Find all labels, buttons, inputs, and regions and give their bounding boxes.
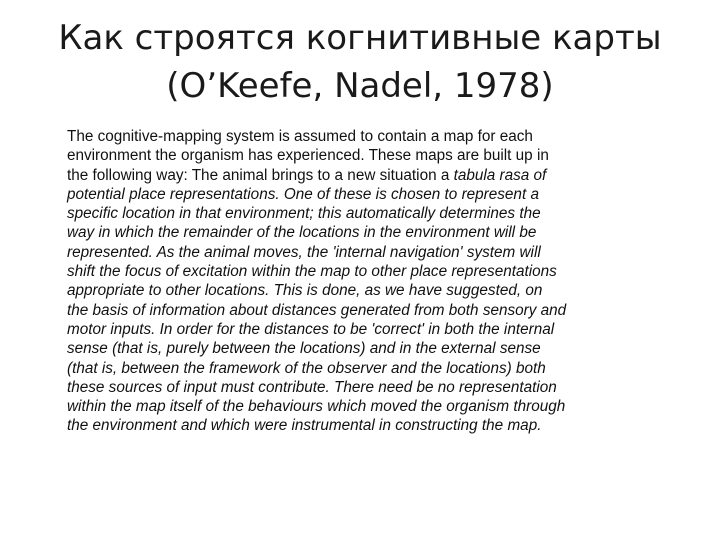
italic-text: the environment and which were instrumental in constructing the map. bbox=[67, 417, 542, 435]
italic-text: specific location in that environment; this automatically determines the bbox=[67, 205, 541, 223]
italic-text: shift the focus of excitation within the map to other place representations bbox=[67, 263, 557, 281]
title-line-1: Как строятся когнитивные карты bbox=[58, 18, 662, 58]
title-line-2: (O’Keefe, Nadel, 1978) bbox=[166, 66, 554, 106]
paragraph-line bbox=[67, 281, 667, 300]
paragraph-line bbox=[67, 146, 667, 165]
paragraph-line bbox=[67, 262, 667, 281]
paragraph-line bbox=[67, 397, 667, 416]
italic-text: motor inputs. In order for the distances to be 'correct' in both the internal bbox=[67, 320, 555, 338]
paragraph-line bbox=[67, 204, 667, 223]
paragraph-line bbox=[67, 243, 667, 262]
italic-text: (that is, between the framework of the observer and the locations) both bbox=[67, 359, 546, 377]
paragraph-line bbox=[67, 166, 667, 185]
italic-text: appropriate to other locations. This is done, as we have suggested, on bbox=[67, 282, 543, 300]
paragraph-line bbox=[67, 416, 667, 435]
paragraph-line bbox=[67, 320, 667, 339]
italic-text: these sources of input must contribute. There need be no representation bbox=[67, 378, 557, 396]
italic-text: the basis of information about distances generated from both sensory and bbox=[67, 301, 567, 319]
text-segment: The cognitive-mapping system is assumed to contain a map for each bbox=[67, 128, 533, 145]
slide-title bbox=[40, 14, 680, 110]
paragraph-line bbox=[67, 378, 667, 397]
italic-text: potential place representations. One of these is chosen to represent a bbox=[67, 185, 539, 203]
italic-text: represented. As the animal moves, the 'internal navigation' system will bbox=[67, 243, 541, 261]
text-segment: the following way: The animal brings to a new situation a bbox=[67, 166, 454, 184]
italic-text: way in which the remainder of the locations in the environment will be bbox=[67, 224, 537, 242]
text-segment: environment the organism has experienced. These maps are built up in bbox=[67, 147, 549, 165]
paragraph-line bbox=[67, 223, 667, 242]
paragraph-line bbox=[67, 339, 667, 358]
paragraph-line bbox=[67, 185, 667, 204]
italic-text: tabula rasa of bbox=[453, 166, 547, 184]
italic-text: within the map itself of the behaviours which moved the organism through bbox=[67, 398, 566, 416]
paragraph-line bbox=[67, 127, 667, 146]
italic-text: sense (that is, purely between the locations) and in the external sense bbox=[67, 340, 541, 358]
paragraph-line bbox=[67, 359, 667, 378]
paragraph-line bbox=[67, 301, 667, 320]
quote-paragraph bbox=[67, 127, 667, 436]
